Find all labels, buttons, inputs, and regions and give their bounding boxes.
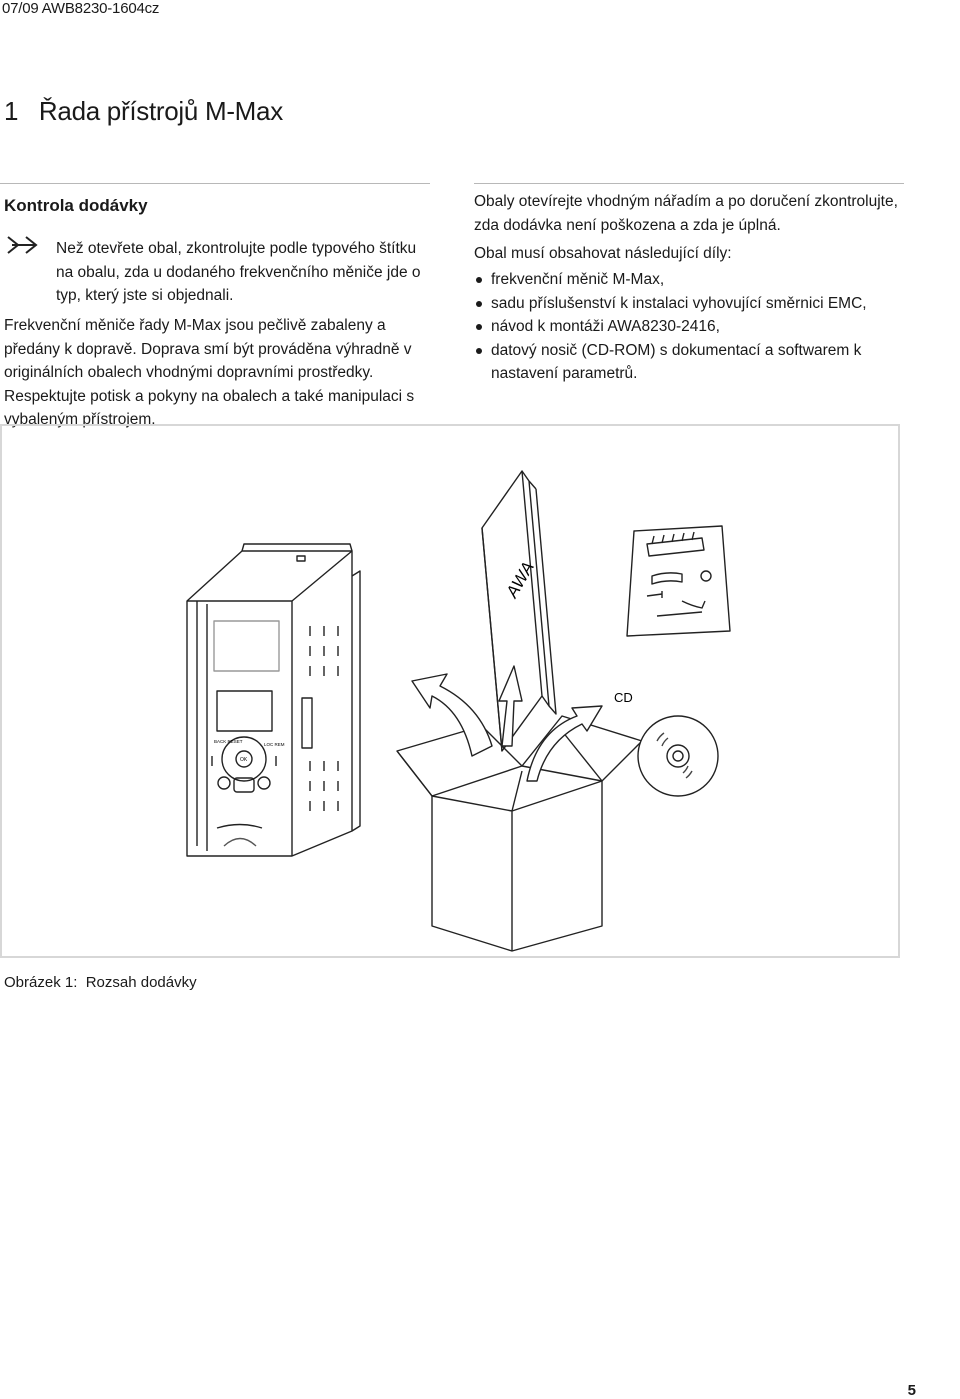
delivery-illustration (2, 426, 898, 956)
frequency-inverter-drawing (187, 544, 360, 856)
cd-label: CD (614, 690, 633, 705)
bullet-icon (476, 301, 482, 307)
list-item-text: frekvenční měnič M-Max, (491, 271, 665, 288)
keypad-ok-label: OK (240, 757, 248, 763)
accessory-kit-drawing (627, 526, 730, 636)
cd-drawing (638, 716, 718, 796)
document-reference: 07/09 AWB8230-1604cz (2, 0, 160, 17)
figure-caption: Obrázek 1: Rozsah dodávky (4, 974, 197, 991)
delivery-scope-figure (0, 424, 900, 958)
chapter-title: 1 Řada přístrojů M-Max (4, 96, 283, 126)
contents-list (474, 268, 914, 386)
page-number: 5 (907, 1382, 916, 1399)
list-item (474, 339, 914, 386)
manual-label: AWA (502, 558, 538, 601)
unpacking-arrows (412, 666, 602, 781)
section-title: Kontrola dodávky (4, 196, 148, 215)
keypad-loc-label: LOC REM (264, 742, 285, 747)
inspection-paragraph: Obaly otevírejte vhodným nářadím a po doručení zkontrolujte, zda dodávka není poškozena a zda je úplná. (474, 193, 898, 234)
keypad-back-label: BACK RESET (214, 739, 243, 744)
section-divider-right (474, 183, 904, 184)
arrow-right-icon (6, 232, 40, 258)
packaging-box-drawing (397, 716, 642, 951)
contents-intro: Obal musí obsahovat následující díly: (474, 245, 732, 262)
bullet-icon (476, 324, 482, 330)
list-item-text: datový nosič (CD-ROM) s dokumentací a softwarem k nastavení parametrů. (491, 341, 862, 382)
list-item-text: návod k montáži AWA8230-2416, (491, 318, 720, 335)
list-item (474, 292, 914, 316)
manual-drawing (482, 471, 556, 751)
list-item (474, 268, 914, 292)
list-item (474, 315, 914, 339)
note-text: Než otevřete obal, zkontrolujte podle typového štítku na obalu, zda u dodaného frekvenčního měniče jde o typ, který jste si objednali. (56, 240, 421, 304)
section-divider-left (0, 183, 430, 184)
bullet-icon (476, 348, 482, 354)
bullet-icon (476, 277, 482, 283)
list-item-text: sadu příslušenství k instalaci vyhovující směrnici EMC, (491, 294, 867, 312)
packaging-paragraph: Frekvenční měniče řady M-Max jsou pečlivě zabaleny a předány k dopravě. Doprava smí být prováděna výhradně v originálních obalech vhodnými dopravními prostředky. Respektujte potisk a pokyny na obalech a také manipulaci s vybaleným přístrojem. (4, 317, 415, 428)
